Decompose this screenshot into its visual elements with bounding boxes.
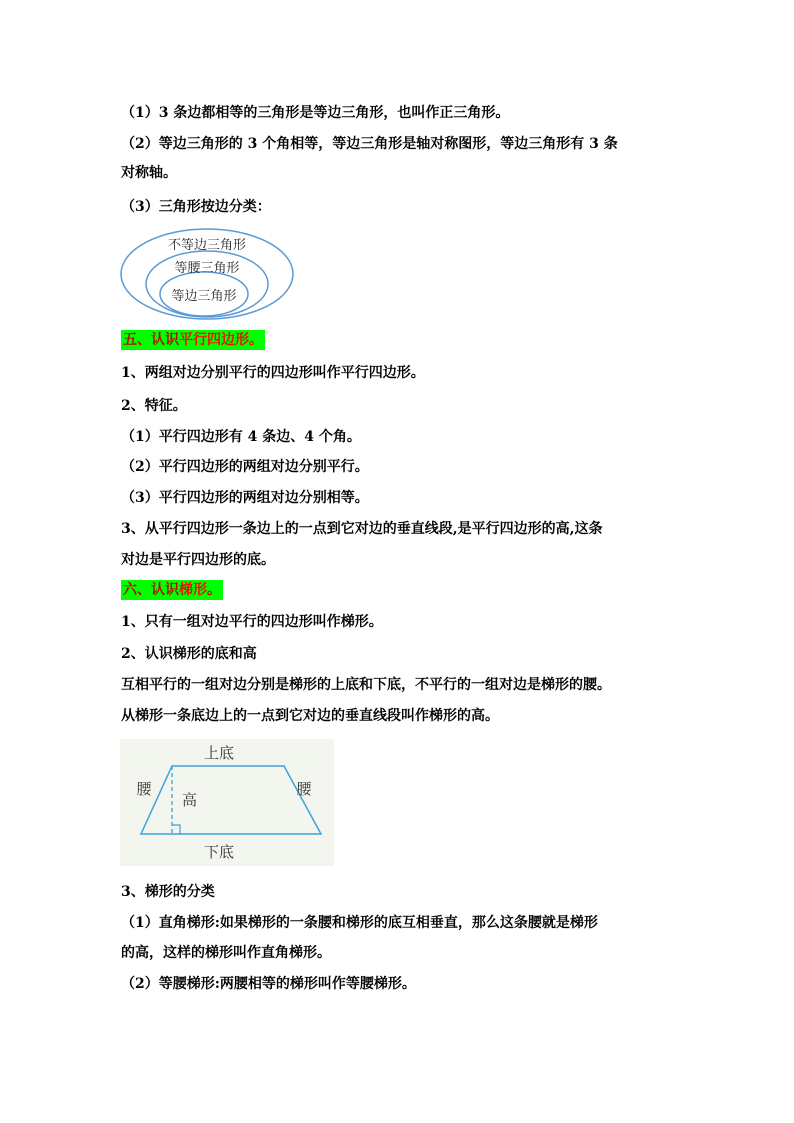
triangle-def-1: （1）3 条边都相等的三角形是等边三角形，也叫作正三角形。 bbox=[121, 105, 510, 121]
section-6-heading bbox=[121, 580, 223, 600]
sec5-p6a: 3、从平行四边形一条边上的一点到它对边的垂直线段,是平行四边形的高,这条 bbox=[121, 521, 603, 537]
bottom-base-label: 下底 bbox=[203, 843, 235, 861]
middle-label: 等腰三角形 bbox=[174, 261, 240, 276]
sec6-p7: （2）等腰梯形:两腰相等的梯形叫作等腰梯形。 bbox=[121, 976, 416, 992]
sec5-p2: 2、特征。 bbox=[121, 398, 187, 414]
sec6-p2: 2、认识梯形的底和高 bbox=[121, 646, 257, 662]
outer-label: 不等边三角形 bbox=[167, 238, 247, 253]
top-base-label: 上底 bbox=[203, 744, 235, 762]
section-5-heading bbox=[121, 330, 265, 350]
sec5-p1: 1、两组对边分别平行的四边形叫作平行四边形。 bbox=[121, 365, 425, 381]
trapezoid-diagram bbox=[120, 739, 334, 866]
section-5-heading-red: 平行四边形。 bbox=[179, 332, 263, 348]
sec6-p3: 互相平行的一组对边分别是梯形的上底和下底，不平行的一组对边是梯形的腰。 bbox=[121, 677, 611, 693]
sec6-p5: 3、梯形的分类 bbox=[121, 884, 215, 900]
inner-label: 等边三角形 bbox=[171, 289, 237, 304]
sec6-p6b: 的高，这样的梯形叫作直角梯形。 bbox=[121, 945, 331, 961]
right-leg-label: 腰 bbox=[296, 780, 312, 798]
triangle-def-3: （3）三角形按边分类： bbox=[121, 199, 271, 215]
section-6-heading-prefix: 六、认识 bbox=[123, 582, 179, 598]
triangle-classification-diagram bbox=[118, 224, 298, 324]
section-6-heading-suffix: 。 bbox=[207, 582, 221, 598]
height-label: 高 bbox=[182, 791, 198, 809]
sec6-p4: 从梯形一条底边上的一点到它对边的垂直线段叫作梯形的高。 bbox=[121, 708, 499, 724]
sec5-p3: （1）平行四边形有 4 条边、4 个角。 bbox=[121, 429, 361, 445]
section-6-heading-red: 梯形 bbox=[179, 582, 207, 598]
sec5-p6b: 对边是平行四边形的底。 bbox=[121, 552, 275, 568]
sec6-p6a: （1）直角梯形:如果梯形的一条腰和梯形的底互相垂直，那么这条腰就是梯形 bbox=[121, 915, 598, 931]
section-5-heading-prefix: 五、认识 bbox=[123, 332, 179, 348]
sec6-p1: 1、只有一组对边平行的四边形叫作梯形。 bbox=[121, 614, 383, 630]
sec5-p4: （2）平行四边形的两组对边分别平行。 bbox=[121, 459, 369, 475]
triangle-def-2b: 对称轴。 bbox=[121, 165, 177, 181]
triangle-def-2a: （2）等边三角形的 3 个角相等，等边三角形是轴对称图形，等边三角形有 3 条 bbox=[121, 136, 618, 152]
sec5-p5: （3）平行四边形的两组对边分别相等。 bbox=[121, 490, 369, 506]
left-leg-label: 腰 bbox=[136, 780, 152, 798]
